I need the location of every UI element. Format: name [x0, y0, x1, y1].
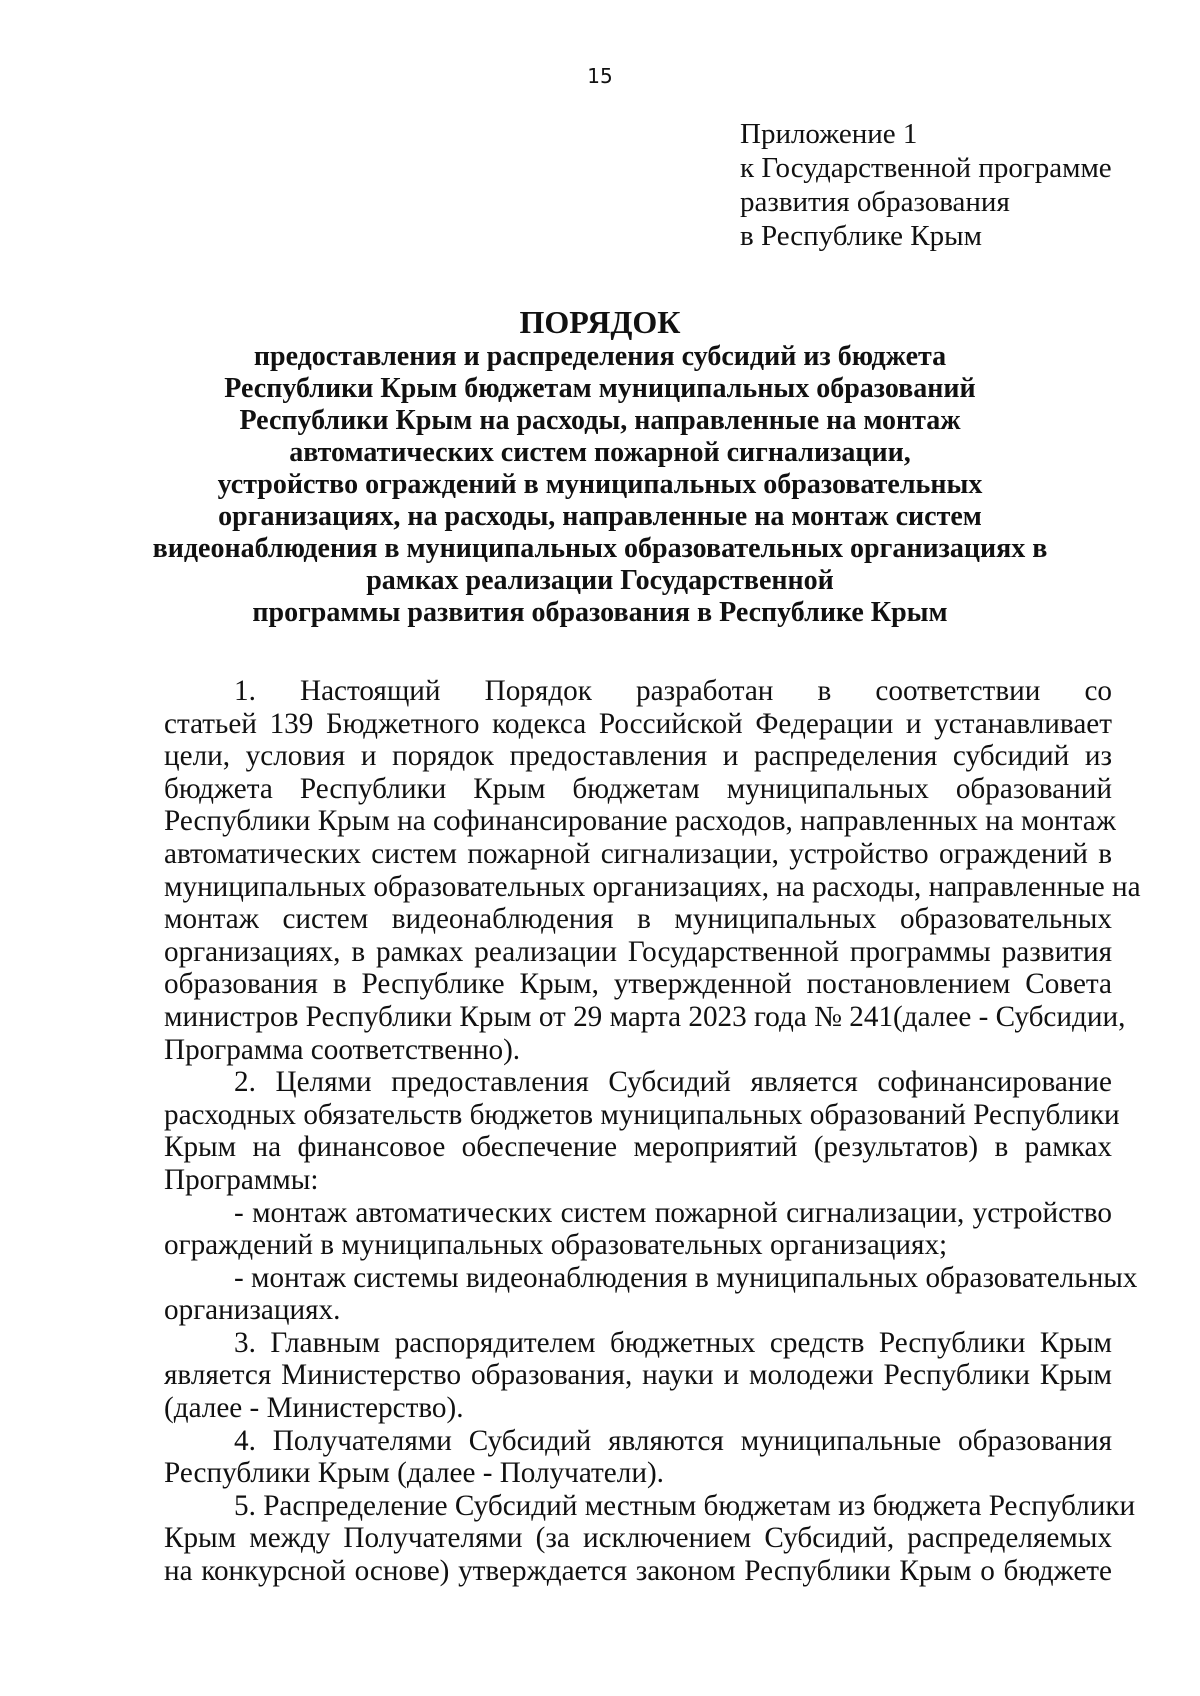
- paragraph-3-line: (далее - Министерство).: [164, 1392, 464, 1425]
- list-item-line: организациях.: [164, 1294, 341, 1327]
- appendix-line: к Государственной программе: [740, 152, 1112, 184]
- subtitle-line: устройство ограждений в муниципальных образовательных: [217, 469, 983, 500]
- appendix-line: развития образования: [740, 186, 1010, 218]
- subtitle-line: Республики Крым бюджетам муниципальных образований: [224, 373, 976, 404]
- list-item-line: ограждений в муниципальных образовательных организациях;: [164, 1229, 948, 1262]
- paragraph-2-line: Программы:: [164, 1163, 319, 1196]
- paragraph-1-line: министров Республики Крым от 29 марта 2023 года № 241(далее - Субсидии,: [164, 1000, 1126, 1033]
- paragraph-1-line: бюджета Республики Крым бюджетам муниципальных образований: [164, 772, 1112, 805]
- paragraph-1-line: муниципальных образовательных организациях, на расходы, направленные на: [164, 870, 1141, 903]
- subtitle-line: рамках реализации Государственной: [366, 565, 834, 596]
- paragraph-1-line: монтаж систем видеонаблюдения в муниципальных образовательных: [164, 903, 1112, 936]
- paragraph-3-line: 3. Главным распорядителем бюджетных средств Республики Крым: [234, 1326, 1112, 1359]
- subtitle-line: Республики Крым на расходы, направленные на монтаж: [239, 405, 961, 436]
- paragraph-4-line: 4. Получателями Субсидий являются муниципальные образования: [234, 1424, 1112, 1457]
- appendix-line: Приложение 1: [740, 118, 918, 150]
- paragraph-5-line: Крым между Получателями (за исключением Субсидий, распределяемых: [164, 1522, 1112, 1555]
- paragraph-1-line: автоматических систем пожарной сигнализации, устройство ограждений в: [164, 837, 1112, 870]
- document-title-block: [0, 303, 1200, 629]
- paragraph-1-line: образования в Республике Крым, утвержденной постановлением Совета: [164, 968, 1112, 1001]
- subtitle-line: организациях, на расходы, направленные на монтаж систем: [218, 501, 982, 532]
- document-subtitle: [0, 341, 1200, 629]
- paragraph-1-line: 1. Настоящий Порядок разработан в соответствии со: [234, 675, 1112, 707]
- subtitle-line: предоставления и распределения субсидий из бюджета: [253, 341, 947, 372]
- paragraph-5-line: 5. Распределение Субсидий местным бюджетам из бюджета Республики: [234, 1489, 1136, 1522]
- list-item-line: - монтаж системы видеонаблюдения в муниципальных образовательных: [234, 1261, 1138, 1294]
- subtitle-line: автоматических систем пожарной сигнализации,: [289, 437, 911, 468]
- document-title: ПОРЯДОК: [519, 304, 681, 340]
- paragraph-3-line: является Министерство образования, науки и молодежи Республики Крым: [164, 1359, 1112, 1392]
- appendix-line: в Республике Крым: [740, 220, 982, 252]
- document-body: [164, 675, 1141, 1588]
- list-item-line: - монтаж автоматических систем пожарной сигнализации, устройство: [234, 1196, 1112, 1229]
- paragraph-1-line: организациях, в рамках реализации Государственной программы развития: [164, 935, 1112, 968]
- page-number: 15: [587, 64, 613, 88]
- subtitle-line: программы развития образования в Республике Крым: [252, 597, 948, 628]
- paragraph-2-line: расходных обязательств бюджетов муниципальных образований Республики: [164, 1098, 1120, 1131]
- paragraph-4-line: Республики Крым (далее - Получатели).: [164, 1457, 664, 1490]
- paragraph-1-line: Республики Крым на софинансирование расходов, направленных на монтаж: [164, 805, 1116, 838]
- paragraph-5-line: на конкурсной основе) утверждается законом Республики Крым о бюджете: [164, 1555, 1112, 1588]
- paragraph-1-line: цели, условия и порядок предоставления и распределения субсидий из: [164, 740, 1112, 773]
- appendix-reference: [740, 117, 1160, 253]
- paragraph-2-line: Крым на финансовое обеспечение мероприятий (результатов) в рамках: [164, 1131, 1112, 1164]
- paragraph-2-line: 2. Целями предоставления Субсидий является софинансирование: [234, 1066, 1112, 1099]
- paragraph-1-line: статьей 139 Бюджетного кодекса Российской Федерации и устанавливает: [164, 707, 1112, 740]
- subtitle-line: видеонаблюдения в муниципальных образовательных организациях в: [152, 533, 1048, 564]
- paragraph-1-line: Программа соответственно).: [164, 1033, 521, 1066]
